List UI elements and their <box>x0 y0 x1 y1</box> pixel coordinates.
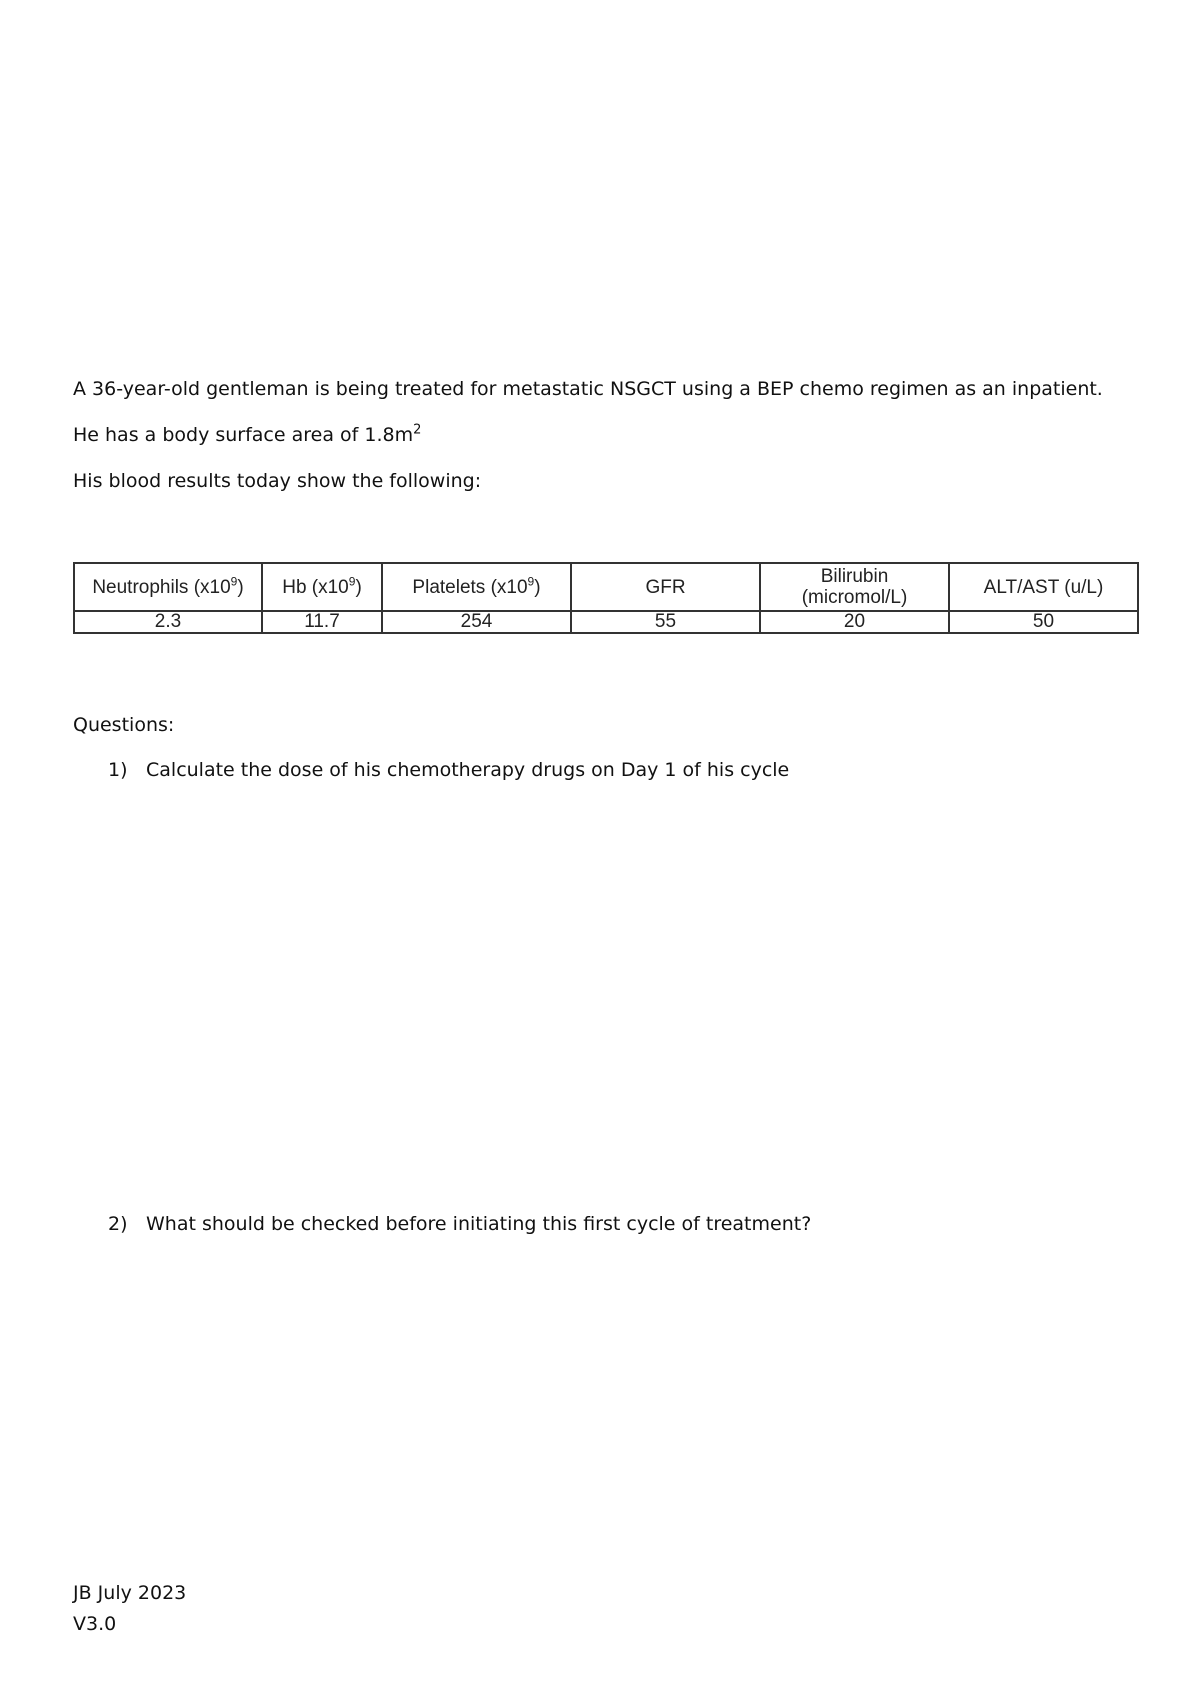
header-neutrophils: Neutrophils $(x10^9)$ <box>74 563 262 611</box>
table-header-row <box>74 563 1138 611</box>
bsa-text: He has a body surface area of 1.8m <box>73 424 414 446</box>
blood-results-intro: His blood results today show the following: <box>73 470 482 492</box>
footer-version: V3.0 <box>73 1613 117 1635</box>
question-2-number: 2) <box>108 1213 128 1235</box>
header-bilirubin: Bilirubin (micromol/L) <box>760 563 949 611</box>
value-bilirubin: 20 <box>760 611 949 633</box>
question-2 <box>108 1212 811 1236</box>
question-1 <box>108 758 789 782</box>
case-intro: A 36-year-old gentleman is being treated for metastatic NSGCT using a BEP chemo regimen as an inpatient. <box>73 378 1103 400</box>
value-hb: 11.7 <box>262 611 382 633</box>
blood-results-table <box>73 562 1139 634</box>
value-alt-ast: 50 <box>949 611 1138 633</box>
header-gfr: GFR <box>571 563 760 611</box>
table-value-row <box>74 611 1138 633</box>
question-1-text: Calculate the dose of his chemotherapy drugs on Day 1 of his cycle <box>146 759 790 781</box>
bsa-superscript: 2 <box>413 422 422 438</box>
value-gfr: 55 <box>571 611 760 633</box>
body-surface-area <box>73 423 421 447</box>
questions-heading: Questions: <box>73 714 175 736</box>
question-1-number: 1) <box>108 759 128 781</box>
header-platelets: Platelets $(x10^9)$ <box>382 563 571 611</box>
header-alt-ast: ALT/AST (u/L) <box>949 563 1138 611</box>
value-neutrophils: 2.3 <box>74 611 262 633</box>
question-2-text: What should be checked before initiating this first cycle of treatment? <box>146 1213 812 1235</box>
footer-author-date: JB July 2023 <box>73 1582 187 1604</box>
value-platelets: 254 <box>382 611 571 633</box>
header-hb: Hb $(x10^9)$ <box>262 563 382 611</box>
